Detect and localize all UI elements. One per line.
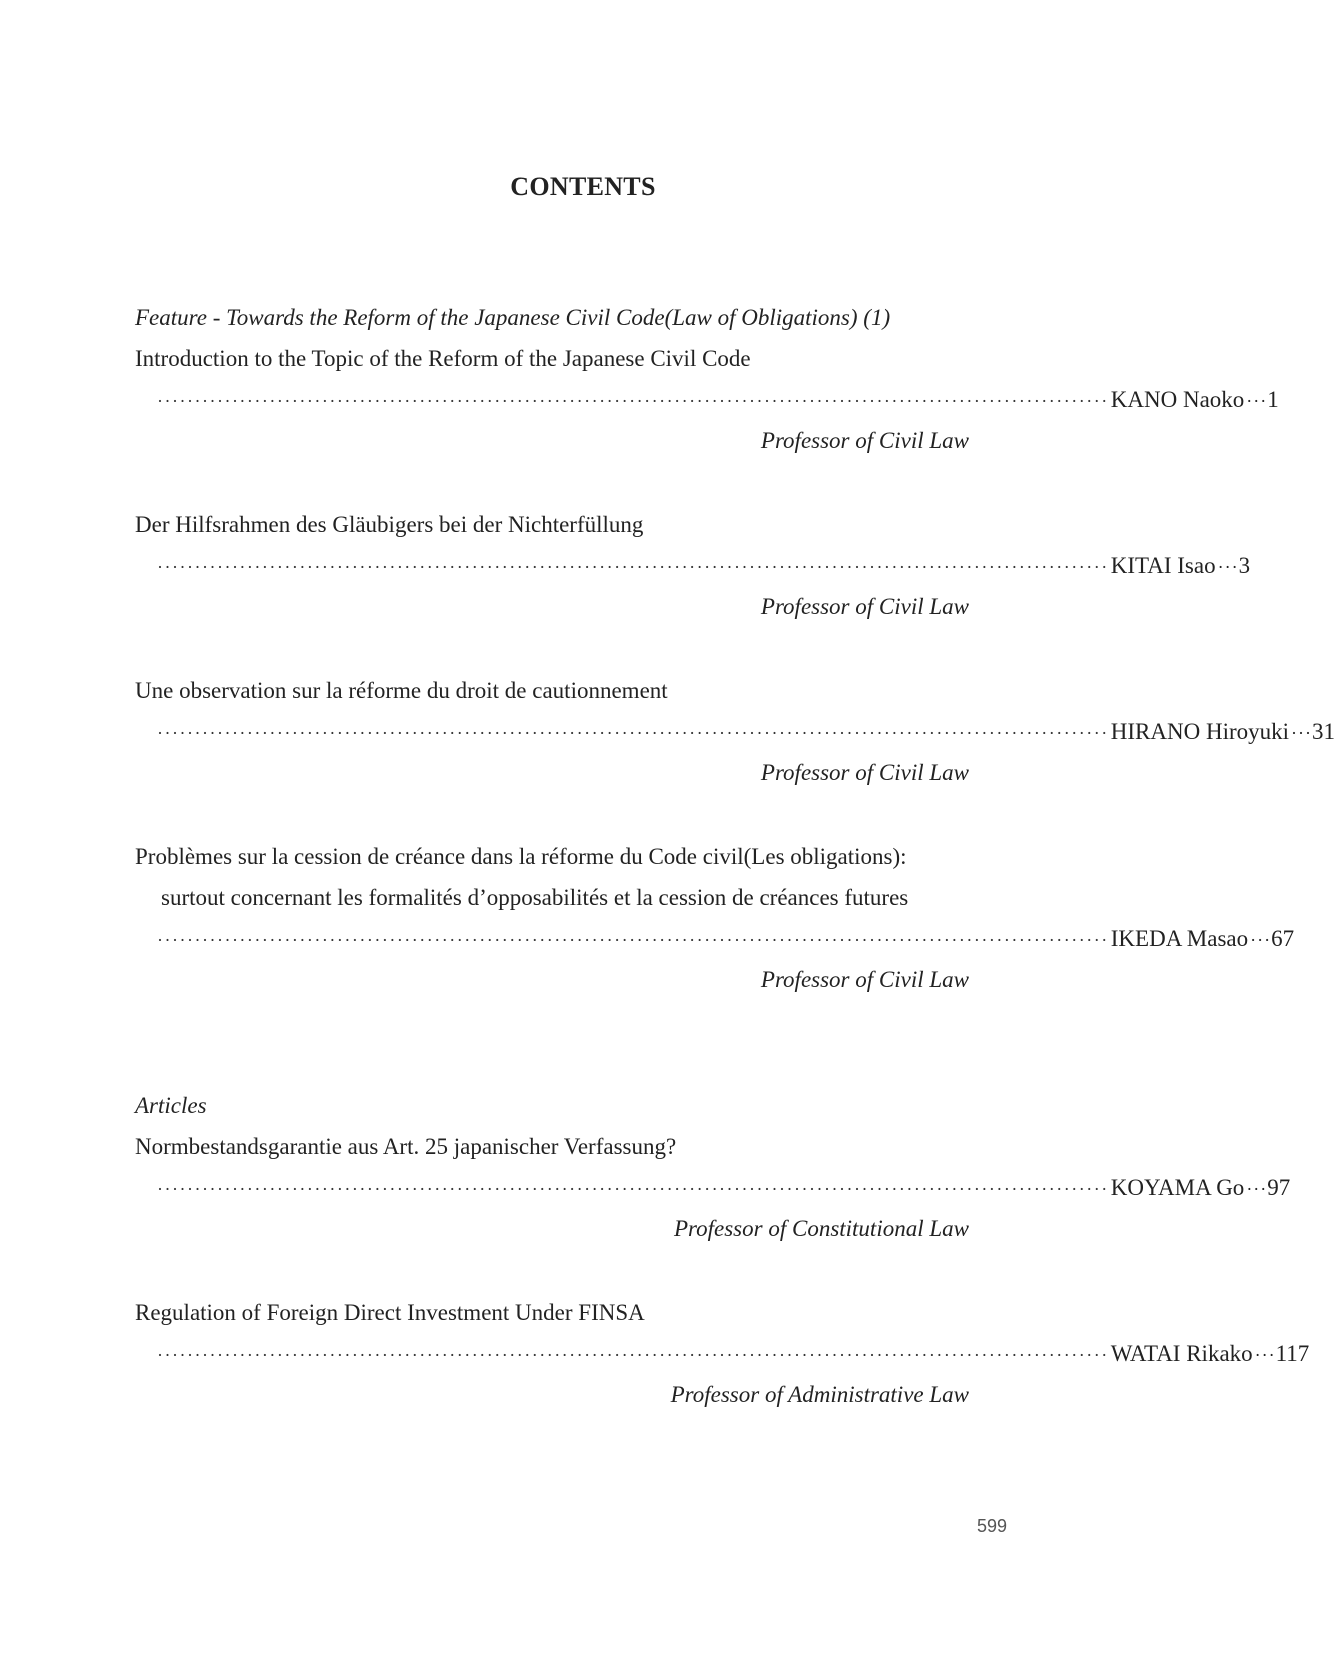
entry-author-role: Professor of Constitutional Law [673,1216,969,1241]
entry-author: WATAI Rikako [1110,1341,1253,1366]
dot-leader: ······························································································································· [157,391,1109,411]
toc-leader-row[interactable] [157,924,1295,954]
entry-title: Der Hilfsrahmen des Gläubigers bei der Nichterfüllung [135,512,644,537]
entry-author: KANO Naoko [1110,387,1245,412]
entry-title: Normbestandsgarantie aus Art. 25 japanischer Verfassung? [135,1134,677,1159]
entry-page-number: 3 [1238,553,1251,578]
entry-page-number: 31 [1312,719,1335,744]
dot-leader: ······························································································································· [157,930,1109,950]
dot-leader: ······························································································································· [157,723,1109,743]
entry-author-role: Professor of Civil Law [760,428,969,453]
entry-author: KOYAMA Go [1110,1175,1245,1200]
toc-leader-row[interactable] [157,717,1335,747]
entry-author-role: Professor of Civil Law [760,760,969,785]
dot-leader-tail: ··· [1217,557,1239,577]
entry-title: Regulation of Foreign Direct Investment Under FINSA [135,1300,645,1325]
entry-page-number: 117 [1275,1341,1310,1366]
dot-leader-tail: ··· [1291,723,1312,743]
entry-page-number: 97 [1267,1175,1291,1200]
dot-leader: ······························································································································· [157,557,1109,577]
entry-author-role: Professor of Civil Law [760,967,969,992]
feature-heading: Feature - Towards the Reform of the Japanese Civil Code(Law of Obligations) (1) [135,305,891,330]
page-number: 599 [977,1516,1008,1536]
entry-author: IKEDA Masao [1110,926,1249,951]
dot-leader: ······························································································································· [157,1345,1109,1365]
dot-leader-tail: ··· [1246,1179,1268,1199]
toc-leader-row[interactable] [157,551,1251,581]
entry-author: HIRANO Hiroyuki [1110,719,1290,744]
entry-author: KITAI Isao [1110,553,1216,578]
page-title: CONTENTS [510,172,656,201]
dot-leader-tail: ··· [1250,930,1272,950]
entry-author-role: Professor of Administrative Law [670,1382,969,1407]
entry-page-number: 1 [1267,387,1279,412]
dot-leader-tail: ··· [1246,391,1268,411]
toc-leader-row[interactable] [157,1173,1291,1203]
entry-title: Problèmes sur la cession de créance dans la réforme du Code civil(Les obligations): [135,844,907,869]
toc-leader-row[interactable] [157,1339,1310,1369]
dot-leader: ······························································································································· [157,1179,1109,1199]
entry-page-number: 67 [1271,926,1295,951]
articles-heading: Articles [135,1093,207,1118]
entry-title: Une observation sur la réforme du droit de cautionnement [135,678,668,703]
entry-title-continued: surtout concernant les formalités d’opposabilités et la cession de créances futures [161,885,909,910]
dot-leader-tail: ··· [1254,1345,1276,1365]
toc-leader-row[interactable] [157,385,1279,415]
entry-author-role: Professor of Civil Law [760,594,969,619]
entry-title: Introduction to the Topic of the Reform of the Japanese Civil Code [135,346,751,371]
